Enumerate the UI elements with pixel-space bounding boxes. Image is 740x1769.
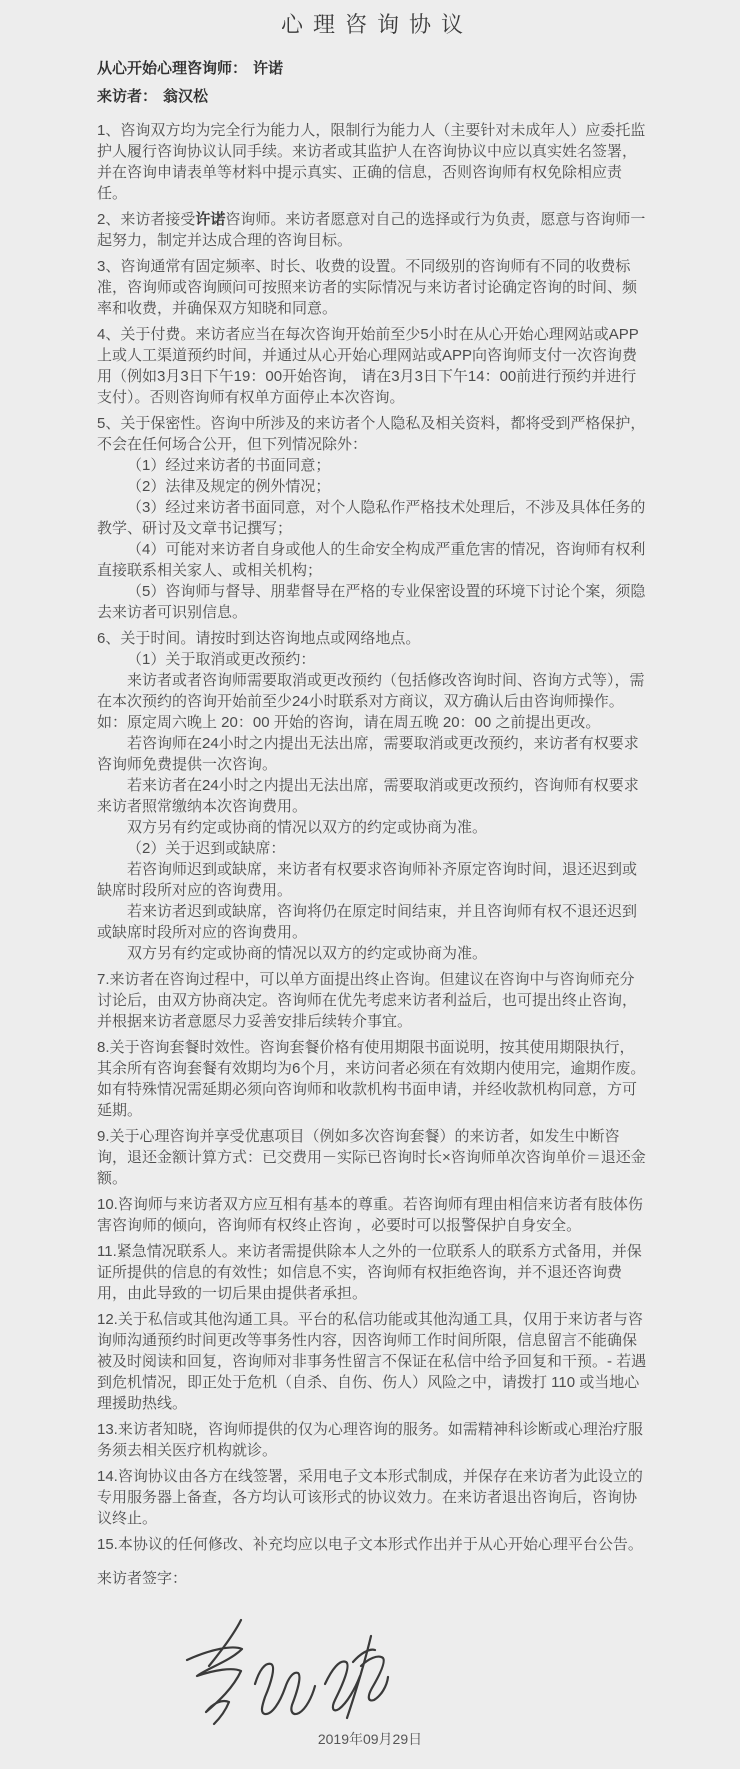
clause-5-item-1: （1）经过来访者的书面同意； bbox=[127, 457, 331, 474]
clause-8-group bbox=[97, 1037, 647, 1121]
signature-date: 2019年09月29日 bbox=[317, 1731, 423, 1747]
clause-1-group bbox=[97, 120, 647, 204]
clause-10: 10.咨询师与来访者双方应互相有基本的尊重。若咨询师有理由相信来访者有肢体伤害咨询师的倾向，咨询师有权终止咨询 ，必要时可以报警保护自身安全。 bbox=[97, 1196, 643, 1234]
clause-12-group bbox=[97, 1309, 647, 1414]
signature-label: 来访者签字： bbox=[97, 1570, 188, 1587]
clause-12: 12.关于私信或其他沟通工具。平台的私信功能或其他沟通工具，仅用于来访者与咨询师沟通预约时间更改等事务性内容，因咨询师工作时间所限，信息留言不能确保被及时阅读和回复，咨询师对非事务性留言不保证在私信中给予回复和干预。- 若遇到危机情况，即正处于危机（自杀、自伤、伤人）风险之中，请拨打 110 或当地心理援助热线。 bbox=[97, 1311, 647, 1412]
clause-2-suffix: 咨询师。来访者愿意对自己的选择或行为负责，愿意与咨询师一起努力，制定并达成合理的咨询目标。 bbox=[97, 211, 646, 249]
clause-6-sub-5: 双方另有约定或协商的情况以双方的约定或协商为准。 bbox=[127, 819, 488, 836]
clause-5-item-4: （4）可能对来访者自身或他人的生命安全构成严重危害的情况，咨询师有权利直接联系相关家人、或相关机构； bbox=[97, 541, 646, 579]
clause-6-intro: 6、关于时间。请按时到达咨询地点或网络地点。 bbox=[97, 630, 421, 647]
clause-3-group bbox=[97, 256, 647, 319]
clause-13-group bbox=[97, 1419, 647, 1461]
handwritten-signature-scribble-icon bbox=[175, 1616, 390, 1728]
client-line bbox=[97, 88, 647, 106]
client-name: 翁汉松 bbox=[163, 88, 209, 105]
clause-5-group bbox=[97, 413, 647, 623]
clause-5-item-3: （3）经过来访者书面同意，对个人隐私作严格技术处理后，不涉及具体任务的教学、研讨及文章书记撰写； bbox=[97, 499, 646, 537]
clause-9-group bbox=[97, 1126, 647, 1189]
clause-11: 11.紧急情况联系人。来访者需提供除本人之外的一位联系人的联系方式备用，并保证所提供的信息的有效性；如信息不实，咨询师有权拒绝咨询，并不退还咨询费用，由此导致的一切后果由提供者承担。 bbox=[97, 1243, 642, 1302]
clause-6-sub-8: 若来访者迟到或缺席，咨询将仍在原定时间结束，并且咨询师有权不退还迟到或缺席时段所对应的咨询费用。 bbox=[97, 903, 638, 941]
clause-7: 7.来访者在咨询过程中，可以单方面提出终止咨询。但建议在咨询中与咨询师充分讨论后，由双方协商决定。咨询师在优先考虑来访者利益后，也可提出终止咨询，并根据来访者意愿尽力妥善安排后续转介事宜。 bbox=[97, 971, 638, 1030]
clause-2-prefix: 2、来访者接受 bbox=[97, 211, 196, 228]
client-label: 来访者： bbox=[97, 88, 158, 105]
clause-15-group bbox=[97, 1534, 647, 1555]
counselor-label: 从心开始心理咨询师： bbox=[97, 60, 248, 77]
page-title: 心理咨询协议 bbox=[280, 12, 473, 37]
counselor-line bbox=[97, 60, 647, 78]
clause-11-group bbox=[97, 1241, 647, 1304]
clause-6-sub-3: 若咨询师在24小时之内提出无法出席，需要取消或更改预约，来访者有权要求咨询师免费提供一次咨询。 bbox=[97, 735, 639, 773]
clause-2-group bbox=[97, 209, 647, 251]
clause-6-sub-9: 双方另有约定或协商的情况以双方的约定或协商为准。 bbox=[127, 945, 488, 962]
clause-6-sub-2: 来访者或者咨询师需要取消或更改预约（包括修改咨询时间、咨询方式等），需在本次预约的咨询开始前至少24小时联系对方商议，双方确认后由咨询师操作。如：原定周六晚上 20：00 开始的咨询，请在周五晚 20：00 之前提出更改。 bbox=[97, 672, 645, 731]
clause-4: 4、关于付费。来访者应当在每次咨询开始前至少5小时在从心开始心理网站或APP上或人工渠道预约时间，并通过从心开始心理网站或APP向咨询师支付一次咨询费用（例如3月3日下午19：00开始咨询， 请在3月3日下午14：00前进行预约并进行支付）。否则咨询师有权单方面停止本次咨询。 bbox=[97, 326, 639, 406]
clause-6-group bbox=[97, 628, 647, 964]
clause-15: 15.本协议的任何修改、补充均应以电子文本形式作出并于从心开始心理平台公告。 bbox=[97, 1536, 643, 1553]
clause-13: 13.来访者知晓，咨询师提供的仅为心理咨询的服务。如需精神科诊断或心理治疗服务须去相关医疗机构就诊。 bbox=[97, 1421, 643, 1459]
counselor-name: 许诺 bbox=[253, 60, 284, 77]
clause-5-item-5: （5）咨询师与督导、朋辈督导在严格的专业保密设置的环境下讨论个案，须隐去来访者可识别信息。 bbox=[97, 583, 646, 621]
clause-2-counselor-name: 许诺 bbox=[195, 211, 226, 228]
clause-6-sub-7: 若咨询师迟到或缺席，来访者有权要求咨询师补齐原定咨询时间，退还迟到或缺席时段所对应的咨询费用。 bbox=[97, 861, 638, 899]
clause-4-group bbox=[97, 324, 647, 408]
clause-5-intro: 5、关于保密性。咨询中所涉及的来访者个人隐私及相关资料，都将受到严格保护，不会在任何场合公开，但下列情况除外： bbox=[97, 415, 646, 453]
clause-7-group bbox=[97, 969, 647, 1032]
clause-14: 14.咨询协议由各方在线签署，采用电子文本形式制成，并保存在来访者为此设立的专用服务器上备查，各方均认可该形式的协议效力。在来访者退出咨询后，咨询协议终止。 bbox=[97, 1468, 643, 1527]
clause-3: 3、咨询通常有固定频率、时长、收费的设置。不同级别的咨询师有不同的收费标准，咨询师或咨询顾问可按照来访者的实际情况与来访者讨论确定咨询的时间、频率和收费，并确保双方知晓和同意。 bbox=[97, 258, 638, 317]
clause-14-group bbox=[97, 1466, 647, 1529]
clause-6-sub-4: 若来访者在24小时之内提出无法出席，需要取消或更改预约，咨询师有权要求来访者照常缴纳本次咨询费用。 bbox=[97, 777, 639, 815]
clause-2 bbox=[97, 209, 647, 251]
clause-5-item-2: （2）法律及规定的例外情况； bbox=[127, 478, 331, 495]
clause-6-sub-1: （1）关于取消或更改预约： bbox=[127, 651, 316, 668]
clause-6-sub-6: （2）关于迟到或缺席： bbox=[127, 840, 286, 857]
clause-1: 1、咨询双方均为完全行为能力人，限制行为能力人（主要针对未成年人）应委托监护人履行咨询协议认同手续。来访者或其监护人在咨询协议中应以真实姓名签署，并在咨询申请表单等材料中提示真实、正确的信息，否则咨询师有权免除相应责任。 bbox=[97, 122, 646, 202]
clause-10-group bbox=[97, 1194, 647, 1236]
clause-9: 9.关于心理咨询并享受优惠项目（例如多次咨询套餐）的来访者，如发生中断咨询，退还金额计算方式：已交费用－实际已咨询时长×咨询师单次咨询单价＝退还金额。 bbox=[97, 1128, 646, 1187]
clause-8: 8.关于咨询套餐时效性。咨询套餐价格有使用期限书面说明，按其使用期限执行，其余所有咨询套餐有效期均为6个月，来访问者必须在有效期内使用完，逾期作废。如有特殊情况需延期必须向咨询师和收款机构书面申请，并经收款机构同意，方可延期。 bbox=[97, 1039, 646, 1119]
